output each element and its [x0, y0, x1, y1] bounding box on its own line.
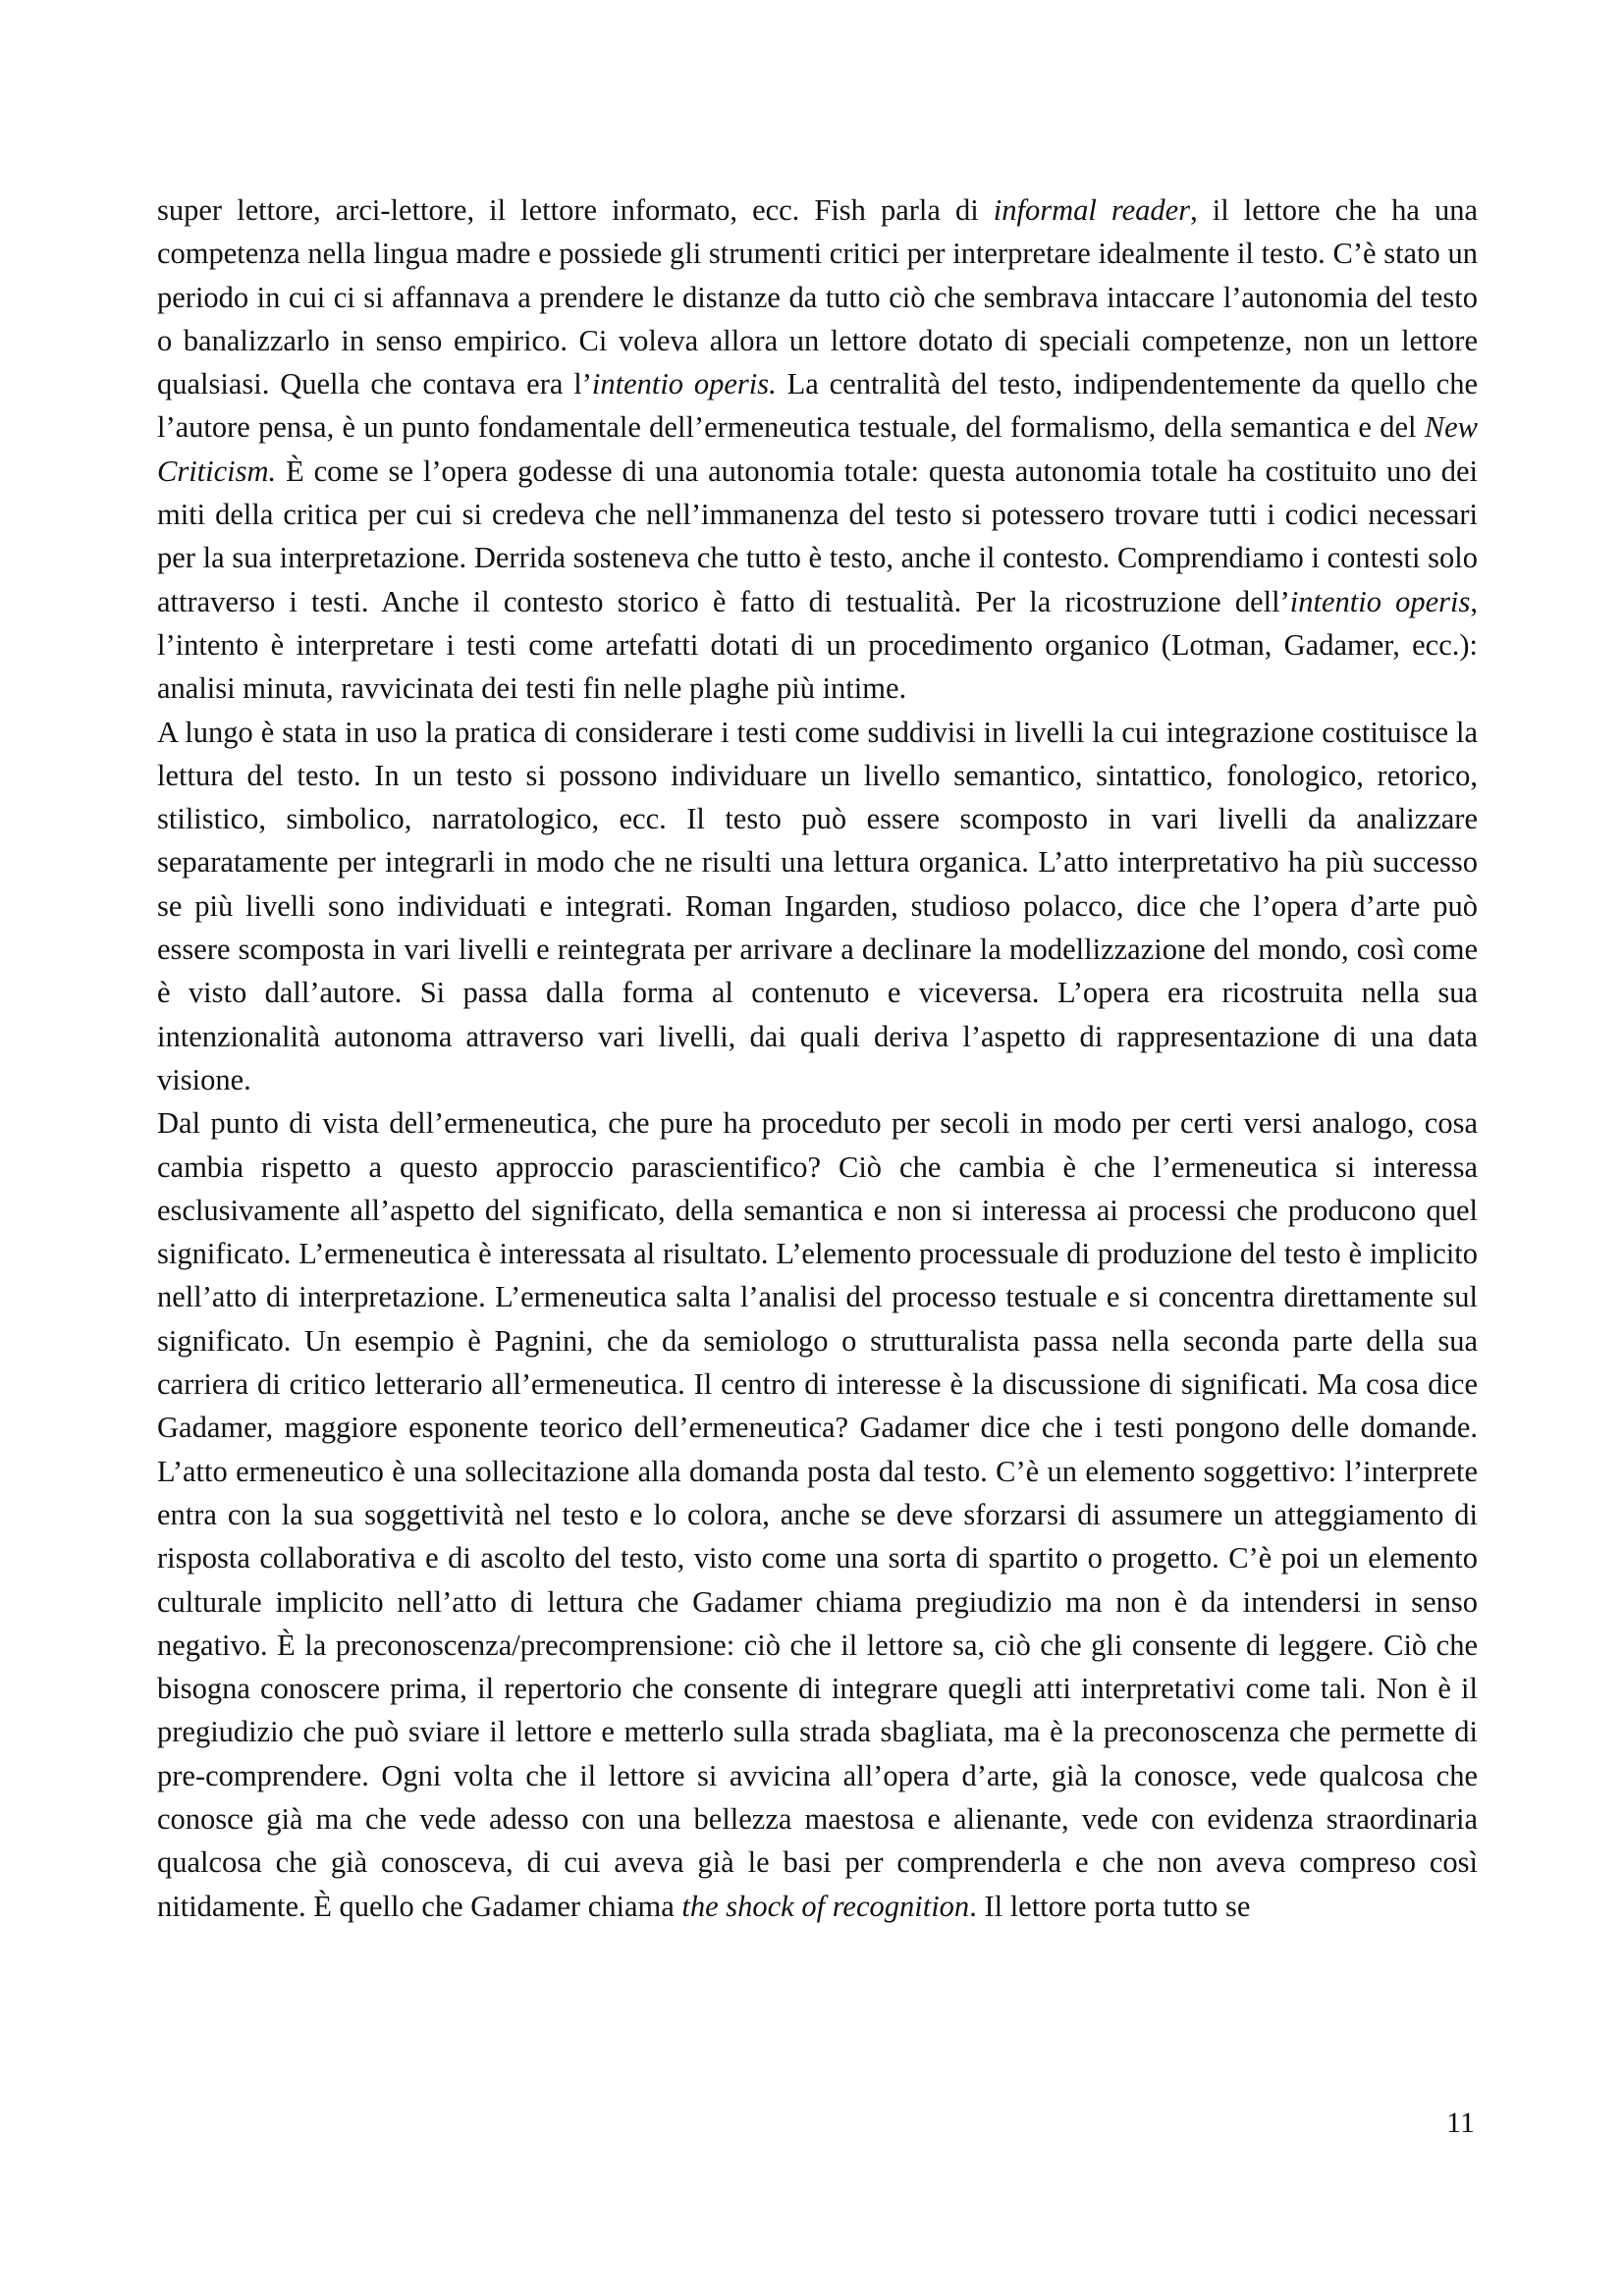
- paragraph: [157, 188, 1478, 711]
- paragraph: [157, 1101, 1478, 1928]
- page-number: 11: [1446, 2107, 1475, 2139]
- text-run: super lettore, arci-lettore, il lettore informato, ecc. Fish parla di: [157, 193, 994, 227]
- text-run: A lungo è stata in uso la pratica di considerare i testi come suddivisi in livelli la cui integrazione costituisce la lettura del testo. In un testo si possono individuare un livello semantico, sintattico, fonologico, retorico, stilistico, simbolico, narratologico, ecc. Il testo può essere scomposto in vari livelli da analizzare separatamente per integrarli in modo che ne risulti una lettura organica. L’atto interpretativo ha più successo se più livelli sono individuati e integrati. Roman Ingarden, studioso polacco, dice che l’opera d’arte può essere scomposta in vari livelli e reintegrata per arrivare a declinare la modellizzazione del mondo, così come è visto dall’autore. Si passa dalla forma al contenuto e viceversa. L’opera era ricostruita nella sua intenzionalità autonoma attraverso vari livelli, dai quali deriva l’aspetto di rappresentazione di una data visione.: [157, 715, 1478, 1096]
- text-run: Dal punto di vista dell’ermeneutica, che pure ha proceduto per secoli in modo per certi versi analogo, cosa cambia rispetto a questo approccio parascientifico? Ciò che cambia è che l’ermeneutica si interessa esclusivamente all’aspetto del significato, della semantica e non si interessa ai processi che producono quel significato. L’ermeneutica è interessata al risultato. L’elemento processuale di produzione del testo è implicito nell’atto di interpretazione. L’ermeneutica salta l’analisi del processo testuale e si concentra direttamente sul significato. Un esempio è Pagnini, che da semiologo o strutturalista passa nella seconda parte della sua carriera di critico letterario all’ermeneutica. Il centro di interesse è la discussione di significati. Ma cosa dice Gadamer, maggiore esponente teorico dell’ermeneutica? Gadamer dice che i testi pongono delle domande. L’atto ermeneutico è una sollecitazione alla domanda posta dal testo. C’è un elemento soggettivo: l’interprete entra con la sua soggettività nel testo e lo colora, anche se deve sforzarsi di assumere un atteggiamento di risposta collaborativa e di ascolto del testo, visto come una sorta di spartito o progetto. C’è poi un elemento culturale implicito nell’atto di lettura che Gadamer chiama pregiudizio ma non è da intendersi in senso negativo. È la preconoscenza/precomprensione: ciò che il lettore sa, ciò che gli consente di leggere. Ciò che bisogna conoscere prima, il repertorio che consente di integrare quegli atti interpretativi come tali. Non è il pregiudizio che può sviare il lettore e metterlo sulla strada sbagliata, ma è la preconoscenza che permette di pre-comprendere. Ogni volta che il lettore si avvicina all’opera d’arte, già la conosce, vede qualcosa che conosce già ma che vede adesso con una bellezza maestosa e alienante, vede con evidenza straordinaria qualcosa che già conosceva, di cui aveva già le basi per comprenderla e che non aveva compreso così nitidamente. È quello che Gadamer chiama: [157, 1106, 1478, 1923]
- text-run: È come se l’opera godesse di una autonomia totale: questa autonomia totale ha costituito uno dei miti della critica per cui si credeva che nell’immanenza del testo si potessero trovare tutti i codici necessari per la sua interpretazione. Derrida sosteneva che tutto è testo, anche il contesto. Comprendiamo i contesti solo attraverso i testi. Anche il contesto storico è fatto di testualità. Per la ricostruzione dell’: [157, 454, 1478, 618]
- paragraph: [157, 711, 1478, 1102]
- italic-text-run: the shock of recognition: [681, 1889, 970, 1923]
- italic-text-run: intentio operis: [1289, 584, 1471, 618]
- text-run: , l’intento è interpretare i testi come artefatti dotati di un procedimento organico (Lotman, Gadamer, ecc.): analisi minuta, ravvicinata dei testi fin nelle plaghe più intime.: [157, 584, 1478, 706]
- italic-text-run: informal reader: [993, 193, 1191, 227]
- text-run: . Il lettore porta tutto se: [969, 1889, 1251, 1923]
- page-body: [157, 188, 1478, 1928]
- text-run: La centralità del testo, indipendentemente da quello che l’autore pensa, è un punto fondamentale dell’ermeneutica testuale, del formalismo, della semantica e del: [157, 367, 1479, 445]
- italic-text-run: New Criticism.: [157, 410, 1478, 488]
- italic-text-run: intentio operis.: [591, 367, 777, 401]
- text-run: , il lettore che ha una competenza nella lingua madre e possiede gli strumenti critici per interpretare idealmente il testo. C’è stato un periodo in cui ci si affannava a prendere le distanze da tutto ciò che sembrava intaccare l’autonomia del testo o banalizzarlo in senso empirico. Ci voleva allora un lettore dotato di speciali competenze, non un lettore qualsiasi. Quella che contava era l’: [157, 193, 1479, 401]
